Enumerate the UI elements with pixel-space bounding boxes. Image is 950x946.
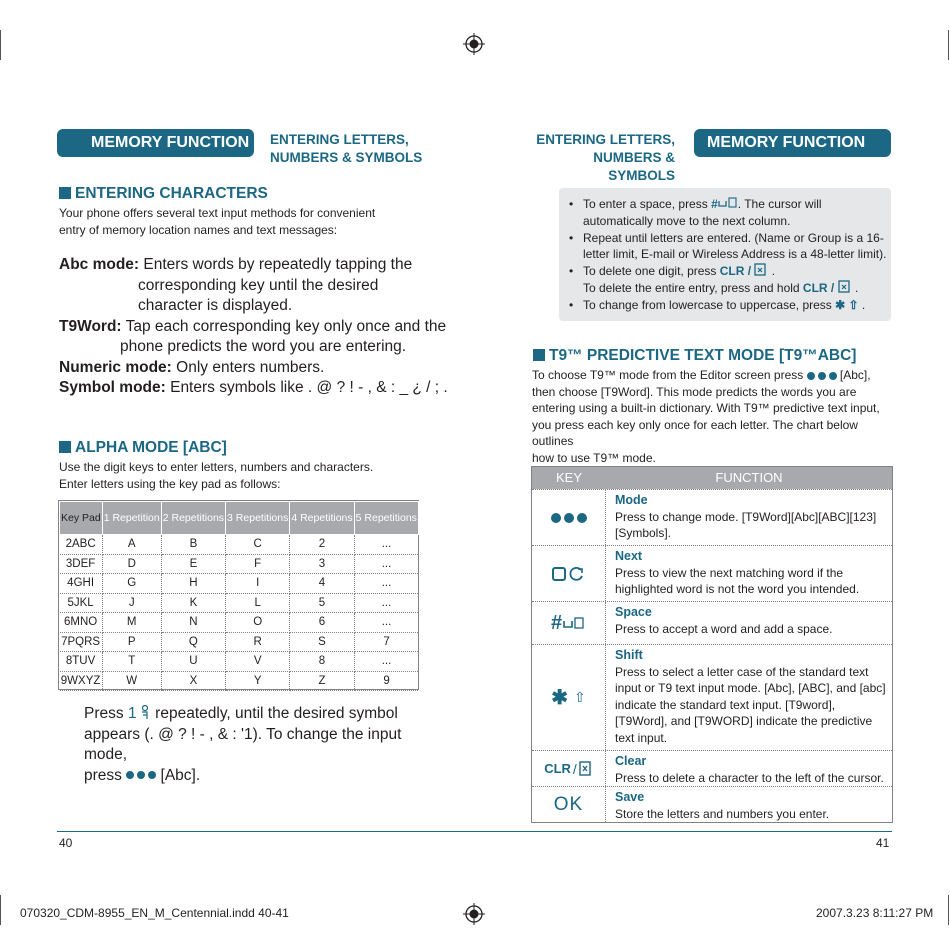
- key-row-next: Next Press to view the next matching word if the highlighted word is not the word you intended.: [532, 545, 892, 601]
- table-cell: 2: [290, 535, 354, 555]
- key-table-header: [532, 467, 892, 489]
- table-cell: F: [226, 554, 290, 574]
- page-rule: [57, 831, 892, 832]
- table-cell: B: [161, 535, 225, 555]
- symbol-mode-item: Symbol mode: Enters symbols like . @ ? ! - , & : _ ¿ / ; .: [59, 379, 448, 396]
- mode-key-icon: [807, 372, 837, 380]
- table-cell: 6: [290, 613, 354, 633]
- t9word-item: T9Word: Tap each corresponding key only once and the: [59, 317, 447, 335]
- table-cell: 5JKL: [60, 593, 103, 613]
- shift-key-icon: ✱ ⇧: [835, 297, 859, 312]
- crop-mark: [0, 895, 1, 925]
- table-cell: 3: [290, 554, 354, 574]
- table-row: [60, 535, 419, 555]
- crop-mark: [0, 30, 1, 60]
- table-cell: D: [102, 554, 161, 574]
- tip-item: • To change from lowercase to uppercase, press ✱ ⇧ .: [569, 297, 889, 314]
- right-subtitle-line2: NUMBERS & SYMBOLS: [593, 150, 675, 183]
- left-subtitle-line1: ENTERING LETTERS,: [270, 132, 409, 147]
- table-cell: Y: [226, 671, 290, 691]
- right-banner: MEMORY FUNCTION: [694, 129, 891, 157]
- table-cell: 9WXYZ: [60, 671, 103, 691]
- table-cell: L: [226, 593, 290, 613]
- registration-mark-icon: [463, 33, 485, 55]
- square-bullet-icon: [59, 441, 71, 453]
- right-subtitle-line1: ENTERING LETTERS,: [536, 132, 675, 147]
- table-cell: 6MNO: [60, 613, 103, 633]
- footer-date: 2007.3.23 8:11:27 PM: [816, 906, 934, 920]
- key-row-clear: CLR / Clear Press to delete a character to the left of the cursor.: [532, 750, 892, 786]
- alpha-table: [59, 501, 419, 691]
- crop-mark: [948, 30, 949, 60]
- table-header: 4 Repetitions: [290, 502, 354, 535]
- square-bullet-icon: [59, 187, 71, 199]
- pound-space-key-icon: #: [711, 197, 738, 211]
- t9-heading: T9™ PREDICTIVE TEXT MODE [T9™ABC]: [533, 347, 856, 365]
- abc-mode-item: Abc mode: Enters words by repeatedly tapping the: [59, 256, 413, 273]
- key-row-shift: ✱ ⇧ Shift Press to select a letter case of the standard text input or T9 text input mode. [Abc], [ABC], and [abc] indicate the standard text input. [T9word], [T9Word], and [T9WORD] indicate the predictive text input.: [532, 644, 892, 750]
- table-cell: P: [102, 632, 161, 652]
- key-row-space: # Space Press to accept a word and add a space.: [532, 601, 892, 644]
- clr-key-icon: CLR /: [803, 281, 852, 295]
- table-cell: ...: [354, 613, 418, 633]
- table-header: Key Pad: [60, 502, 103, 535]
- table-cell: H: [161, 574, 225, 594]
- table-cell: 5: [290, 593, 354, 613]
- shift-key-icon: ✱ ⇧: [532, 645, 606, 750]
- table-cell: ...: [354, 652, 418, 672]
- table-cell: 8: [290, 652, 354, 672]
- ok-key-icon: OK: [532, 787, 606, 822]
- right-page-number: 41: [876, 836, 890, 850]
- function-column-header: FUNCTION: [715, 470, 783, 485]
- footer-file: 070320_CDM-8955_EN_M_Centennial.indd 40-41: [20, 906, 289, 920]
- square-bullet-icon: [533, 349, 545, 361]
- tip-item: • Repeat until letters are entered. (Name or Group is a 16-letter limit, E-mail or Wireless Address is a 48-letter limit).: [569, 230, 889, 264]
- table-cell: X: [161, 671, 225, 691]
- table-cell: M: [102, 613, 161, 633]
- table-cell: N: [161, 613, 225, 633]
- table-row: [60, 632, 419, 652]
- table-cell: 2ABC: [60, 535, 103, 555]
- mode-key-icon: [532, 490, 606, 545]
- left-banner: MEMORY FUNCTION: [57, 129, 254, 157]
- press-instruction: Press 1 repeatedly, until the desired symbol appears (. @ ? ! - , & : '1). To change the input mode, press [Abc].: [84, 705, 402, 784]
- pound-space-key-icon: #: [532, 602, 606, 644]
- table-header: 1 Repetition: [102, 502, 161, 535]
- table-cell: U: [161, 652, 225, 672]
- clr-key-icon: CLR /: [720, 264, 769, 278]
- tip-item: • To enter a space, press # . The cursor will automatically move to the next column.: [569, 196, 889, 230]
- table-row: [60, 554, 419, 574]
- table-cell: 9: [354, 671, 418, 691]
- table-cell: A: [102, 535, 161, 555]
- table-row: [60, 652, 419, 672]
- table-cell: W: [102, 671, 161, 691]
- table-cell: V: [226, 652, 290, 672]
- alpha-description: Use the digit keys to enter letters, numbers and characters. Enter letters using the key pad as follows:: [59, 460, 374, 491]
- table-header: 5 Repetitions: [354, 502, 418, 535]
- table-cell: ...: [354, 554, 418, 574]
- table-header: 2 Repetitions: [161, 502, 225, 535]
- table-cell: J: [102, 593, 161, 613]
- table-cell: 8TUV: [60, 652, 103, 672]
- table-cell: E: [161, 554, 225, 574]
- input-modes-list: Abc mode: Enters words by repeatedly tapping the corresponding key until the desired character is displayed. T9Word: Tap each corresponding key only once and the phone predicts the word you are entering. Numeric mode: Only enters numbers. Symbol mode: Enters symbols like . @ ? ! - , & : _ ¿ / ; .: [59, 255, 459, 399]
- table-cell: Z: [290, 671, 354, 691]
- table-cell: Q: [161, 632, 225, 652]
- table-row: [60, 593, 419, 613]
- key-row-save: OK Save Store the letters and numbers you enter.: [532, 786, 892, 822]
- clr-key-icon: CLR /: [532, 751, 606, 786]
- tips-list: [569, 196, 889, 314]
- table-cell: 7PQRS: [60, 632, 103, 652]
- tip-item: • To delete one digit, press CLR / . To delete the entire entry, press and hold CLR / .: [569, 263, 889, 297]
- entering-characters-heading: ENTERING CHARACTERS: [59, 185, 268, 203]
- alpha-table-header-row: [60, 502, 419, 535]
- table-cell: O: [226, 613, 290, 633]
- t9-key-table: [531, 466, 893, 823]
- table-cell: G: [102, 574, 161, 594]
- table-cell: C: [226, 535, 290, 555]
- left-subtitle: [270, 131, 422, 167]
- table-row: [60, 671, 419, 691]
- table-cell: S: [290, 632, 354, 652]
- left-page-number: 40: [59, 836, 73, 850]
- numeric-mode-item: Numeric mode: Only enters numbers.: [59, 358, 325, 376]
- key-1-icon: 1: [128, 705, 151, 722]
- entering-description: Your phone offers several text input methods for convenient entry of memory location names and text messages:: [59, 206, 376, 237]
- table-cell: ...: [354, 535, 418, 555]
- table-cell: T: [102, 652, 161, 672]
- table-row: [60, 613, 419, 633]
- alpha-mode-heading: ALPHA MODE [ABC]: [59, 439, 227, 457]
- table-cell: 3DEF: [60, 554, 103, 574]
- right-subtitle: [530, 131, 675, 185]
- mode-key-icon: [126, 771, 156, 779]
- t9-description: To choose T9™ mode from the Editor screen press [Abc], then choose [T9Word]. This mode predicts the words you are entering using a built-in dictionary. With T9™ predictive text input, you press each key only once for each letter. The chart below outlines how to use T9™ mode.: [532, 368, 880, 465]
- table-cell: 7: [354, 632, 418, 652]
- table-cell: R: [226, 632, 290, 652]
- registration-mark-icon: [463, 903, 485, 925]
- key-row-mode: Mode Press to change mode. [T9Word][Abc][ABC][123][Symbols].: [532, 489, 892, 545]
- next-key-icon: [532, 546, 606, 601]
- table-cell: ...: [354, 593, 418, 613]
- table-cell: K: [161, 593, 225, 613]
- table-cell: 4GHI: [60, 574, 103, 594]
- crop-mark: [948, 895, 949, 925]
- table-row: [60, 574, 419, 594]
- table-header: 3 Repetitions: [226, 502, 290, 535]
- table-cell: I: [226, 574, 290, 594]
- table-cell: 4: [290, 574, 354, 594]
- table-cell: ...: [354, 574, 418, 594]
- key-column-header: KEY: [555, 470, 582, 485]
- left-subtitle-line2: NUMBERS & SYMBOLS: [270, 150, 423, 165]
